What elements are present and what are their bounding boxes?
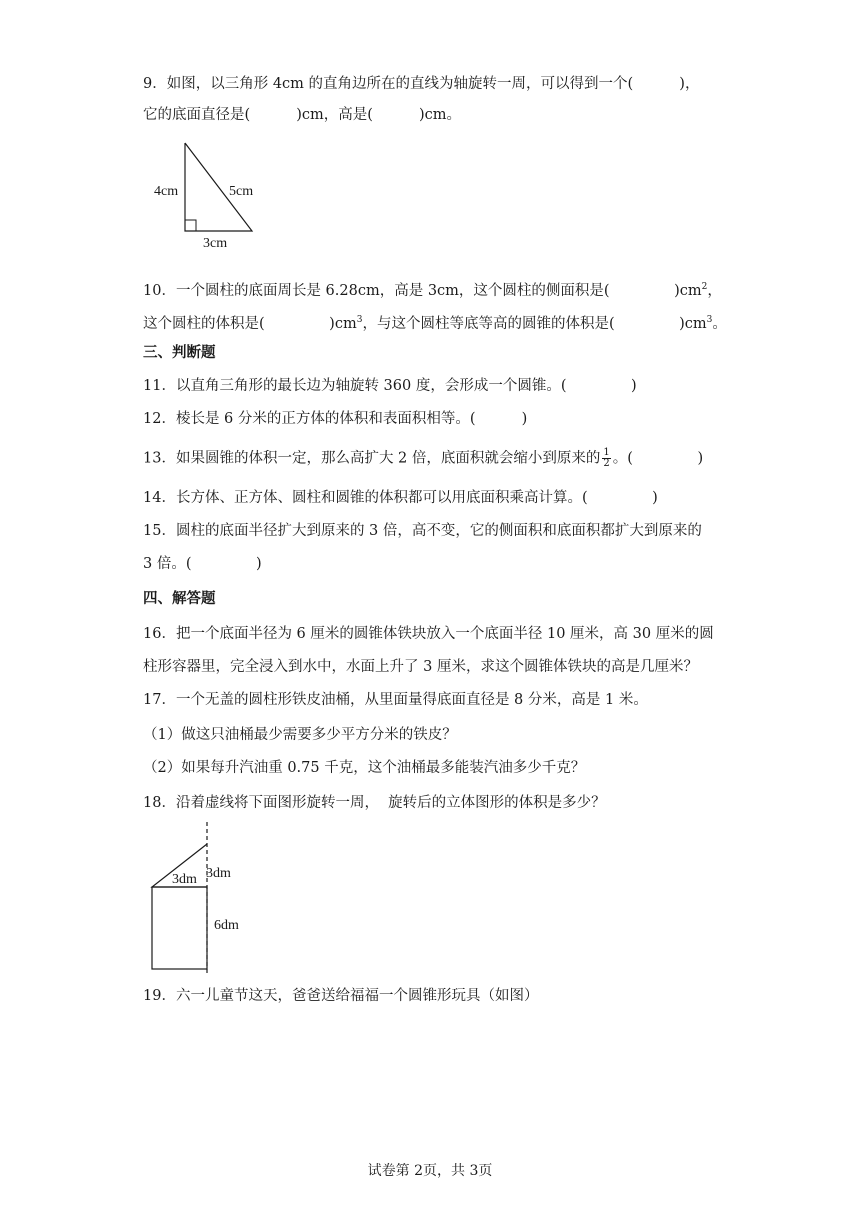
q19: 19．六一儿童节这天，爸爸送给福福一个圆锥形玩具（如图） bbox=[143, 988, 539, 1004]
q16-line1: 16．把一个底面半径为 6 厘米的圆锥体铁块放入一个底面半径 10 厘米，高 30 厘米的圆 bbox=[143, 626, 714, 642]
q9-label-left: 4cm bbox=[154, 184, 179, 199]
q17-sub2: （2）如果每升汽油重 0.75 千克，这个油桶最多能装汽油多少千克？ bbox=[143, 760, 586, 776]
q10-line2-text: 这个圆柱的体积是( )cm bbox=[143, 315, 357, 332]
q10-line2-mid: ，与这个圆柱等底等高的圆锥的体积是( )cm bbox=[362, 315, 707, 332]
q11: 11．以直角三角形的最长边为轴旋转 360 度，会形成一个圆锥。( ) bbox=[143, 378, 637, 394]
q10-sup3: 3 bbox=[706, 315, 713, 325]
q14: 14．长方体、正方体、圆柱和圆锥的体积都可以用底面积乘高计算。( ) bbox=[143, 490, 658, 506]
q18: 18．沿着虚线将下面图形旋转一周， 旋转后的立体图形的体积是多少？ bbox=[143, 795, 606, 811]
q10-sup1: 2 bbox=[701, 282, 708, 292]
q10-line1-text: 10．一个圆柱的底面周长是 6.28cm，高是 3cm，这个圆柱的侧面积是( )cm bbox=[143, 282, 702, 299]
q13-fraction bbox=[602, 448, 610, 469]
section-3-heading: 三、判断题 bbox=[143, 344, 216, 361]
q15-line1: 15．圆柱的底面半径扩大到原来的 3 倍，高不变，它的侧面积和底面积都扩大到原来的 bbox=[143, 523, 702, 539]
q9-line2: 它的底面直径是( )cm，高是( )cm。 bbox=[143, 107, 462, 123]
q13-end: 。( ) bbox=[612, 450, 704, 467]
q18-label-top-height: 3dm bbox=[206, 866, 231, 881]
q16-line2: 柱形容器里，完全浸入到水中，水面上升了 3 厘米，求这个圆锥体铁块的高是几厘米？ bbox=[143, 659, 698, 675]
q9-label-bottom: 3cm bbox=[203, 236, 228, 250]
q10-sup2: 3 bbox=[356, 315, 363, 325]
q9-line1: 9．如图，以三角形 4cm 的直角边所在的直线为轴旋转一周，可以得到一个( )， bbox=[143, 76, 700, 92]
q10-line2-end: 。 bbox=[712, 315, 727, 332]
section-4-heading: 四、解答题 bbox=[143, 590, 216, 607]
q13-fraction-den: 2 bbox=[603, 458, 610, 469]
q17-sub1: （1）做这只油桶最少需要多少平方分米的铁皮？ bbox=[143, 727, 457, 743]
q18-shape-figure bbox=[140, 820, 260, 975]
q18-label-rect-height: 6dm bbox=[214, 918, 239, 933]
q18-label-top-width: 3dm bbox=[172, 872, 197, 887]
q9-label-hyp: 5cm bbox=[229, 184, 254, 199]
q10-line2 bbox=[143, 310, 727, 334]
q15-line2: 3 倍。( ) bbox=[143, 556, 262, 572]
q13-text: 13．如果圆锥的体积一定，那么高扩大 2 倍，底面积就会缩小到原来的 bbox=[143, 450, 601, 467]
q17-line1: 17．一个无盖的圆柱形铁皮油桶，从里面量得底面直径是 8 分米，高是 1 米。 bbox=[143, 692, 648, 708]
q13-fraction-num: 1 bbox=[603, 447, 610, 458]
q9-triangle-figure bbox=[150, 138, 265, 250]
page-footer: 试卷第 2页，共 3页 bbox=[367, 1163, 493, 1179]
q10-line1 bbox=[143, 277, 722, 301]
q10-line1-end: ， bbox=[707, 282, 722, 299]
q13 bbox=[143, 448, 703, 469]
q12: 12．棱长是 6 分米的正方体的体积和表面积相等。( ) bbox=[143, 411, 528, 427]
